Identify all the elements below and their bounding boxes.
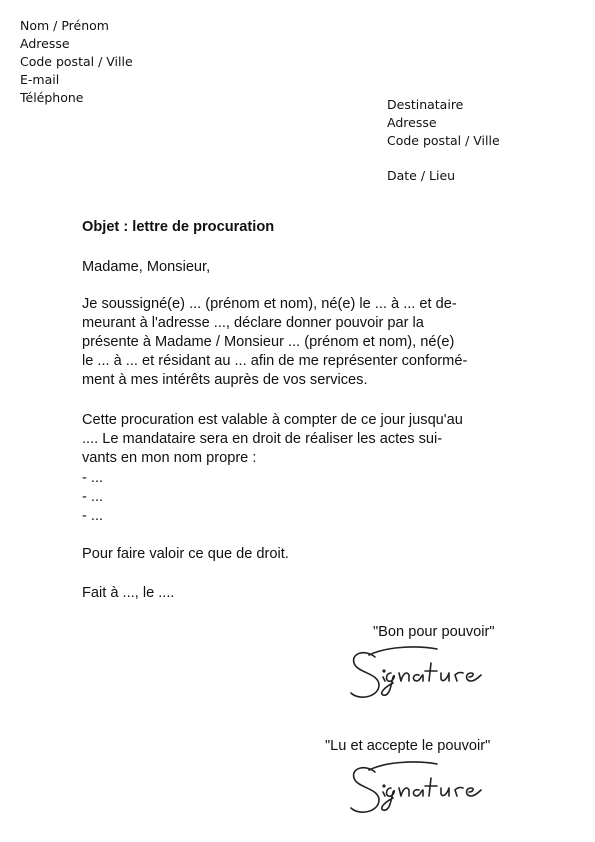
place-and-date: Fait à ..., le ....: [82, 585, 175, 601]
sender-postal-city: Code postal / Ville: [20, 54, 133, 69]
sender-phone: Téléphone: [20, 90, 84, 105]
paragraph-validity: [82, 411, 522, 468]
paragraph-mandate: [82, 295, 522, 390]
letter-subject: Objet : lettre de procuration: [82, 219, 275, 235]
recipient-address: Adresse: [387, 115, 437, 130]
paragraph-line: Cette procuration est valable à compter de ce jour jusqu'au: [82, 412, 463, 428]
recipient-block: [387, 96, 500, 150]
signature-graphic: [345, 758, 505, 818]
paragraph-line: meurant à l'adresse ..., déclare donner pouvoir par la: [82, 315, 424, 331]
paragraph-line: .... Le mandataire sera en droit de réaliser les actes sui-: [82, 431, 443, 447]
grantor-signature: [345, 643, 505, 703]
closing-formula: Pour faire valoir ce que de droit.: [82, 546, 289, 562]
paragraph-line: vants en mon nom propre :: [82, 450, 257, 466]
paragraph-line: présente à Madame / Monsieur ... (prénom et nom), né(e): [82, 334, 455, 350]
agent-signature-caption: "Lu et accepte le pouvoir": [325, 738, 491, 754]
paragraph-line: ment à mes intérêts auprès de vos services.: [82, 372, 368, 388]
sender-name: Nom / Prénom: [20, 18, 109, 33]
sender-block: [20, 17, 133, 107]
recipient-name: Destinataire: [387, 97, 464, 112]
salutation: Madame, Monsieur,: [82, 259, 211, 275]
list-item: - ...: [82, 489, 104, 505]
paragraph-line: Je soussigné(e) ... (prénom et nom), né(e) le ... à ... et de-: [82, 296, 457, 312]
date-place: Date / Lieu: [387, 168, 456, 183]
recipient-postal-city: Code postal / Ville: [387, 133, 500, 148]
list-item: - ...: [82, 470, 104, 486]
paragraph-line: le ... à ... et résidant au ... afin de me représenter conformé-: [82, 353, 468, 369]
sender-email: E-mail: [20, 72, 60, 87]
list-item: - ...: [82, 508, 104, 524]
acts-list: [82, 469, 522, 526]
signature-graphic: [345, 643, 505, 703]
agent-signature: [345, 758, 505, 818]
grantor-signature-caption: "Bon pour pouvoir": [373, 624, 495, 640]
sender-address: Adresse: [20, 36, 70, 51]
